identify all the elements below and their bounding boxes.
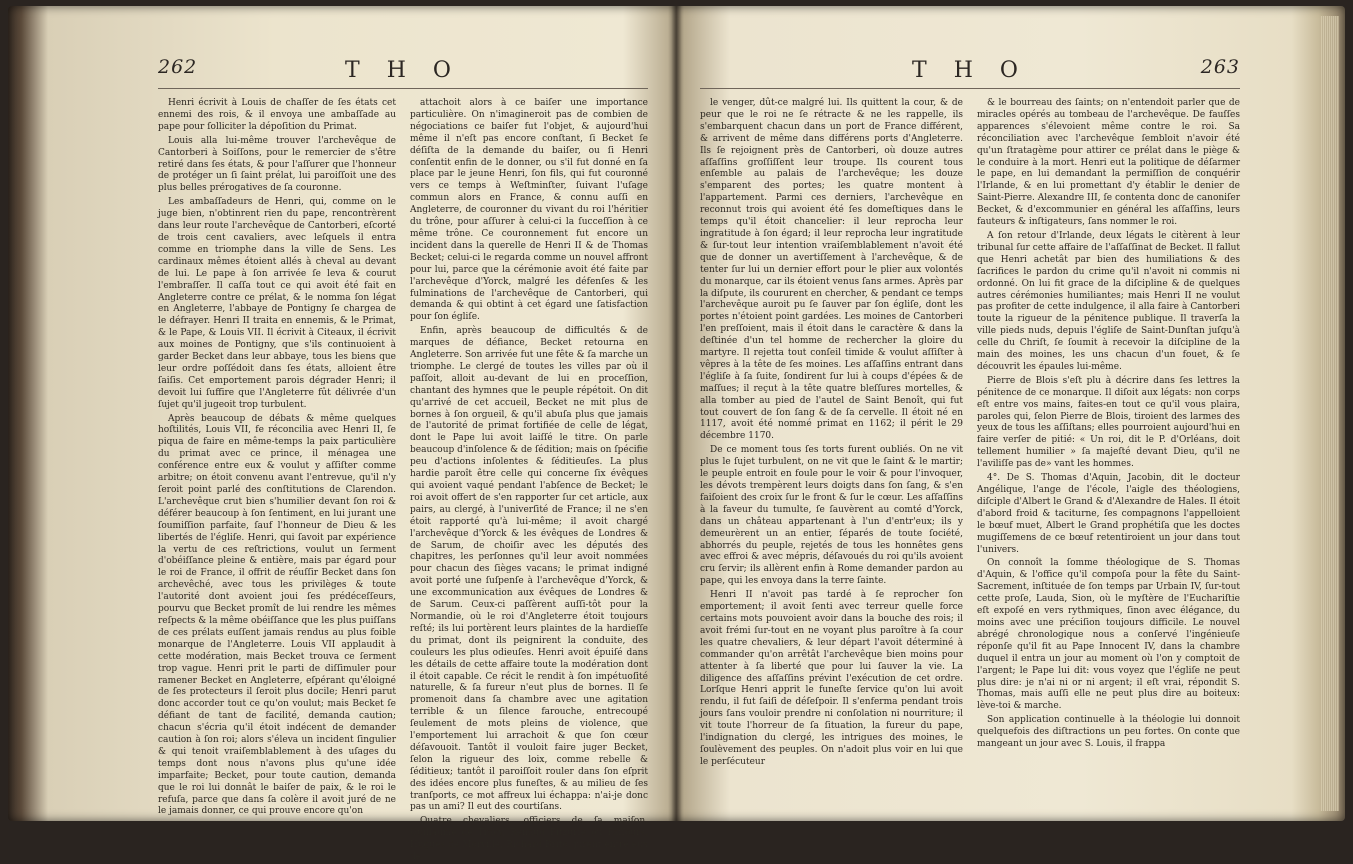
header-rule-right — [700, 88, 1240, 89]
right-column-1 — [700, 98, 963, 801]
paragraph: le venger, dût-ce malgré lui. Ils quittent la cour, & de peur que le roi ne ſe rétracte & ne les rappelle, ils s'embarquent chacun dans un port de France différent, & arrivent de même dans différens ports d'Angleterre. Ils ſe rejoignent près de Cantorberi, où douze autres aſſaſſins groſſiſſent leur troupe. Ils courent tous enſemble au palais de l'archevêque; les douze s'emparent des portes; les quatre montent à l'appartement. Parmi ces derniers, l'archevêque en reconnut trois qui avoient été ſes domeſtiques dans le temps qu'il étoit chancelier: il leur reprocha leur ingratitude à ſon égard; il leur reprocha leur ingratitude & ſur-tout leur intention vraiſemblablement n'avoit été que de donner un avertiſſement à l'archevêque, & de tenter ſur lui un dernier effort pour le plier aux volontés du monarque, car ils étoient venus ſans armes. Après par la diſpute, ils coururent en chercher, & pendant ce temps l'archevêque auroit pu ſe ſauver par ſon égliſe, dont les portes n'étoient point gardées. Les moines de Cantorberi l'en preſſoient, mais il étoit dans le caractère & dans la deſtinée d'un tel homme de rechercher la gloire du martyre. Il rejetta tout conſeil timide & voulut aſſiſter à vêpres à la tête de ſes moines. Les aſſaſſins entrant dans l'égliſe à ſa ſuite, ſondirent ſur lui à coups d'épées & de maſſues; il reçut à la tête quatre bleſſures mortelles, & alla tomber au pied de l'autel de Saint Benoît, qui fut tout couvert de ſon ſang & de ſa cervelle. Il étoit né en 1117, avoit été nommé primat en 1162; il périt le 29 décembre 1170. — [700, 98, 963, 442]
paragraph: Pierre de Blois s'eſt plu à décrire dans ſes lettres la pénitence de ce monarque. Il diſoit aux légats: non corps eſt entre vos mains, faites-en tout ce qu'il vous plaira, paroles qui, ſelon Pierre de Blois, tiroient des larmes des yeux de tous les aſſiſtans; elles pourroient aujourd'hui en faire verſer de pitié: « Un roi, dit le P. d'Orléans, doit tellement humilier » ſa majeſté devant Dieu, qu'il ne l'aviliſſe pas de» vant les hommes. — [977, 375, 1240, 470]
paragraph: & le bourreau des ſaints; on n'entendoit parler que de miracles opérés au tombeau de l'archevêque. De fauſſes apparences s'élevoient même contre le roi. Sa réconciliation avec l'archevêque ſembloit n'avoir été qu'un ſtratagème pour attirer ce prélat dans le piège & le conduire à la mort. Henri eut la politique de déſarmer le pape, en lui demandant la permiſſion de conquérir l'Irlande, & en lui promettant d'y établir le denier de Saint-Pierre. Alexandre III, ſe contenta donc de canoniſer Becket, & d'excommunier en général les aſſaſſins, leurs fauteurs & inſtigateurs, ſans nommer le roi. — [977, 98, 1240, 228]
right-column-2 — [977, 98, 1240, 801]
paragraph: On connoît la ſomme théologique de S. Thomas d'Aquin, & l'office qu'il compoſa pour la fête du Saint-Sacrement, inſtituée de ſon temps par Urbain IV, ſur-tout cette proſe, Lauda, Sion, où le myſtère de l'Euchariſtie eſt expoſé en vers rythmiques, ſinon avec élégance, du moins avec une préciſion toujours difficile. Le nouvel abrégé chronologique nous a conſervé l'ingénieuſe réponſe qu'il fit au Pape Innocent IV, dans la chambre duquel il entra un jour au moment où l'on y comptoit de l'argent; le Pape lui dit: vous voyez que l'égliſe ne peut plus dire: je n'ai ni or ni argent; il eſt vrai, répondit S. Thomas, mais auſſi elle ne peut plus dire au boiteux: lève-toi & marche. — [977, 558, 1240, 712]
running-head-left — [158, 58, 648, 88]
open-book — [8, 6, 1345, 863]
running-head-title-left: T H O — [345, 58, 461, 83]
paragraph: Quatre chevaliers, officiers de ſa maiſon, Guillaume de Tracy, Renaud Fitzurſe ou Faſſours, Hugues de Morville, Richard Brito, jurent entre eux de — [410, 816, 648, 863]
paragraph: Son application continuelle à la théologie lui donnoit quelquefois des diſtractions un peu fortes. On conte que mangeant un jour avec S. Louis, il frappa — [977, 715, 1240, 750]
paragraph: Les ambaſſadeurs de Henri, qui, comme on le juge bien, n'obtinrent rien du pape, rencontrèrent dans leur route l'archevêque de Cantorberi, eſcorté de trois cent cavaliers, avec leſquels il entra comme en triomphe dans la ville de Sens. Les cardinaux mêmes étoient allés à cheval au devant de lui. Le pape à ſon arrivée ſe leva & courut l'embraſſer. Il caſſa tout ce qui avoit été fait en Angleterre contre ce prélat, & le nomma ſon légat en Angleterre, l'abbaye de Pontigny ſe chargea de le défrayer. Henri II traita en ennemis, & le Primat, & le Pape, & Louis VII. Il écrivit à Citeaux, il écrivit aux moines de Pontigny, que s'ils continuoient à garder Becket dans leur abbaye, tous les biens que leur ordre poſſédoit dans ſes états, alloient être ſaiſis. Cet emportement parois dégrader Henri; il devoit lui ſuffire que l'Angleterre fût délivrée d'un ſujet qu'il jugeoit trop turbulent. — [158, 197, 396, 410]
paragraph: Henri écrivit à Louis de chaſſer de ſes états cet ennemi des rois, & il envoya une ambaſſade au pape pour ſolliciter la dépoſition du Primat. — [158, 98, 396, 132]
book-gutter — [668, 6, 684, 821]
paragraph: attachoit alors à ce baiſer une importance particulière. On n'imagineroit pas de combien de négociations ce baiſer fut l'objet, & aujourd'hui même il n'eſt pas encore conſtant, ſi Becket ſe déſiſta de la demande du baiſer, ou ſi Henri conſentit enfin de le donner, ou s'il fut donné en ſa place par le jeune Henri, ſon fils, qui fut couronné vers ce temps à Weſtminſter, ſuivant l'uſage commun alors en France, & connu auſſi en Angleterre, de couronner du vivant du roi l'héritier du trône, pour aſſurer à celui-ci la ſucceſſion à ce même trône. Ce couronnement fut encore un incident dans la querelle de Henri II & de Thomas Becket; celui-ci le regarda comme un nouvel affront pour lui, parce que la cérémonie avoit été faite par l'archevêque d'Yorck, malgré les défenſes & les fulminations de l'archevêque de Cantorberi, qui demanda & qui obtint à cet égard une ſatisfaction pour ſon égliſe. — [410, 98, 648, 323]
right-page — [700, 6, 1240, 821]
left-column-1 — [158, 98, 396, 817]
paragraph: De ce moment tous ſes torts furent oubliés. On ne vit plus le ſujet turbulent, on ne vit que le ſaint & le martir; le peuple entroit en foule pour le voir & pour l'invoquer, les dévots trempèrent leurs doigts dans ſon ſang, & s'en faiſoient des croix ſur le front & ſur le cœur. Les aſſaſſins à la faveur du tumulte, ſe ſauvèrent au comté d'Yorck, dans un château appartenant à l'un d'entr'eux; ils y demeurèrent un an entier, ſéparés de toute ſociété, abhorrés du peuple, rejetés de tous les honnêtes gens avec effroi & avec mépris, déſavoués du roi qu'ils avoient cru ſervir; ils allèrent enfin à Rome demander pardon au pape, qui les envoya dans la terre ſainte. — [700, 445, 963, 587]
paragraph: 4°. De S. Thomas d'Aquin, Jacobin, dit le docteur Angélique, l'ange de l'école, l'aigle des théologiens, diſciple d'Albert le Grand & d'Alexandre de Hales. Il étoit d'abord froid & taciturne, ſes compagnons l'appelloient le bœuf muet, Albert le Grand prophétiſa que les doctes mugiſſemens de ce bœuf retentiroient un jour dans tout l'univers. — [977, 473, 1240, 555]
paragraph: A ſon retour d'Irlande, deux légats le citèrent à leur tribunal ſur cette affaire de l'aſſaſſinat de Becket. Il fallut que Henri achetât par bien des humiliations & des ſacrifices le pardon du crime qu'il n'avoit ni commis ni ordonné. On lui fit grace de la diſcipline & de quelques autres cérémonies humiliantes; mais Henri II ne voulut pas profiter de cette indulgence, il alla faire à Cantorberi toute la rigueur de la pénitence publique. Il traverſa la ville pieds nuds, depuis l'égliſe de Saint-Dunſtan juſqu'à celle du Chriſt, ſe ſoumit à recevoir la diſcipline de la main des moines, les uns chacun d'un fouet, & ſe découvrit les épaules lui-même. — [977, 230, 1240, 372]
page-number-right: 263 — [1200, 56, 1240, 78]
paragraph: Après beaucoup de débats & même quelques hoſtilités, Louis VII, fe réconcilia avec Henri II, ſe piqua de faire en même-temps la paix particulière du primat avec ce prince, il ménagea une conférence entre eux & voulut y aſſiſter comme arbitre; on étoit convenu avant l'entrevue, qu'il n'y ſeroit point parlé des conſtitutions de Clarendon. L'archevêque crut bien s'humilier devant ſon roi & déférer beaucoup à ſon ſentiment, en lui jurant une ſoumiſſion parfaite, ſauf l'honneur de Dieu & les libertés de l'égliſe. Henri, qui ſavoit par expérience la vertu de ces reſtrictions, voulut un ſerment d'obéiſſance pleine & entière, mais par égard pour le roi de France, il offrit de réuſſir Becket dans ſon archevêché, avec tous les privilèges & toute l'autorité dont avoient joui ſes prédéceſſeurs, pourvu que Becket promît de lui rendre les mêmes reſpects & la même obéiſſance que les plus puiſſans de ces prélats euſſent jamais rendus au plus foible monarque de l'Angleterre. Louis VII applaudit à cette modération, mais Becket trouva ce ſerment trop vague. Henri prit le parti de diſſimuler pour ramener Becket en Angleterre, eſpérant qu'éloigné de ſes protecteurs il ſeroit plus docile; Henri parut donc accorder tout ce qu'on voulut; mais Becket ſe défiant de tant de facilité, demanda caution; chacun s'écria qu'il étoit indécent de demander caution à ſon roi; alors s'éleva un incident ſingulier & qui tenoit vraiſemblablement à des uſages du temps dont nous n'avons plus qu'une idée imparfaite; Becket, pour toute caution, demanda que le roi lui donnât le baiſer de paix, & le roi le refuſa, parce que dans ſa colère il avoit juré de ne le jamais donner, ce qui prouve encore qu'on — [158, 413, 396, 817]
left-page — [158, 6, 648, 863]
header-rule-left — [158, 88, 648, 89]
page-number-left: 262 — [158, 56, 198, 78]
left-column-2 — [410, 98, 648, 863]
page-edges — [1321, 16, 1339, 811]
paragraph: Henri II n'avoit pas tardé à ſe reprocher ſon emportement; il avoit ſenti avec terreur quelle force certains mots pouvoient avoir dans la bouche des rois; il avoit frémi ſur-tout en ne voyant plus paroître à ſa cour les quatre chevaliers, & leur départ l'avoit déterminé à commander qu'on arrêtât l'archevêque bien moins pour attenter à ſa liberté que pour lui ſauver la vie. La diligence des aſſaſſins prévint l'exécution de cet ordre. Lorſque Henri apprit le funeſte ſervice qu'on lui avoit rendu, il fut ſaiſi de déſeſpoir. Il s'enferma pendant trois jours ſans vouloir prendre ni conſolation ni nourriture; il vit toute l'horreur de ſa ſituation, la fureur du pape, l'indignation du clergé, les intrigues des moines, le ſoulèvement des peuples. On n'adoit plus voir en lui que le perſécuteur — [700, 590, 963, 767]
running-head-right — [700, 58, 1240, 88]
paragraph: Enfin, après beaucoup de difficultés & de marques de défiance, Becket retourna en Angleterre. Son arrivée fut une fête & ſa marche un triomphe. Le clergé de toutes les villes par où il paſſoit, alloit au-devant de lui en proceſſion, chantant des hymnes que le peuple répétoit. On dit qu'arrivé de cet accueil, Becket ne mit plus de bornes à ſon orgueil, & qu'il abuſa plus que jamais de l'autorité de primat fortifiée de celle de légat, dont le Pape lui avoit laiſſé le titre. On parle beaucoup d'inſolence & de ſédition; mais on ſpécifie peu d'actions inſolentes & ſéditieuſes. La plus hardie paroît être celle qui concerne ſix évêques qui avoient vaqué pendant l'abſence de Becket; le roi avoit offert de s'en rapporter ſur cet article, aux pairs, au clergé, à l'univerſité de France; il ne s'en étoit rapporté qu'à lui-même; il avoit chargé l'archevêque d'Yorck & les évêques de Londres & de Sarum, de choiſir avec les députés des chapitres, les perſonnes qu'il leur avoit nommées pour chacun des ſièges vacans; le primat indigné avoit porté une ſuſpenſe à l'archevêque d'Yorck, & une excommunication aux évêques de Londres & de Sarum. Ceux-ci paſſèrent auſſi-tôt pour la Normandie, où le roi d'Angleterre étoit toujours reſté; ils lui portèrent leurs plaintes de la hardieſſe du primat, dont ils peignirent la conduite, des couleurs les plus odieuſes. Henri avoit épuiſé dans les détails de cette affaire toute la modération dont il étoit capable. Ce récit le rendit à ſon impétuoſité naturelle, & ſa fureur n'eut plus de bornes. Il ſe promenoit dans ſa chambre avec une agitation terrible & un ſilence farouche, entrecoupé ſeulement de mots pleins de violence, que l'emportement lui arrachoit & que ſon cœur déſavouoit. Tantôt il vouloit faire juger Becket, ſelon la rigueur des loix, comme rebelle & ſéditieux; tantôt il paroiſſoit rouler dans ſon eſprit des idées encore plus funeſtes, & au milieu de ſes tranſports, ce mot affreux lui échappa: n'ai-je donc pas un ami? Il eut des courtiſans. — [410, 326, 648, 813]
running-head-title-right: T H O — [912, 58, 1028, 83]
paragraph: Louis alla lui-même trouver l'archevêque de Cantorberi à Soiſſons, pour le remercier de s'être retiré dans ſes états, & pour l'aſſurer que l'honneur de protéger un ſi ſaint prélat, lui paroiſſoit une des plus belles prérogatives de ſa couronne. — [158, 135, 396, 194]
